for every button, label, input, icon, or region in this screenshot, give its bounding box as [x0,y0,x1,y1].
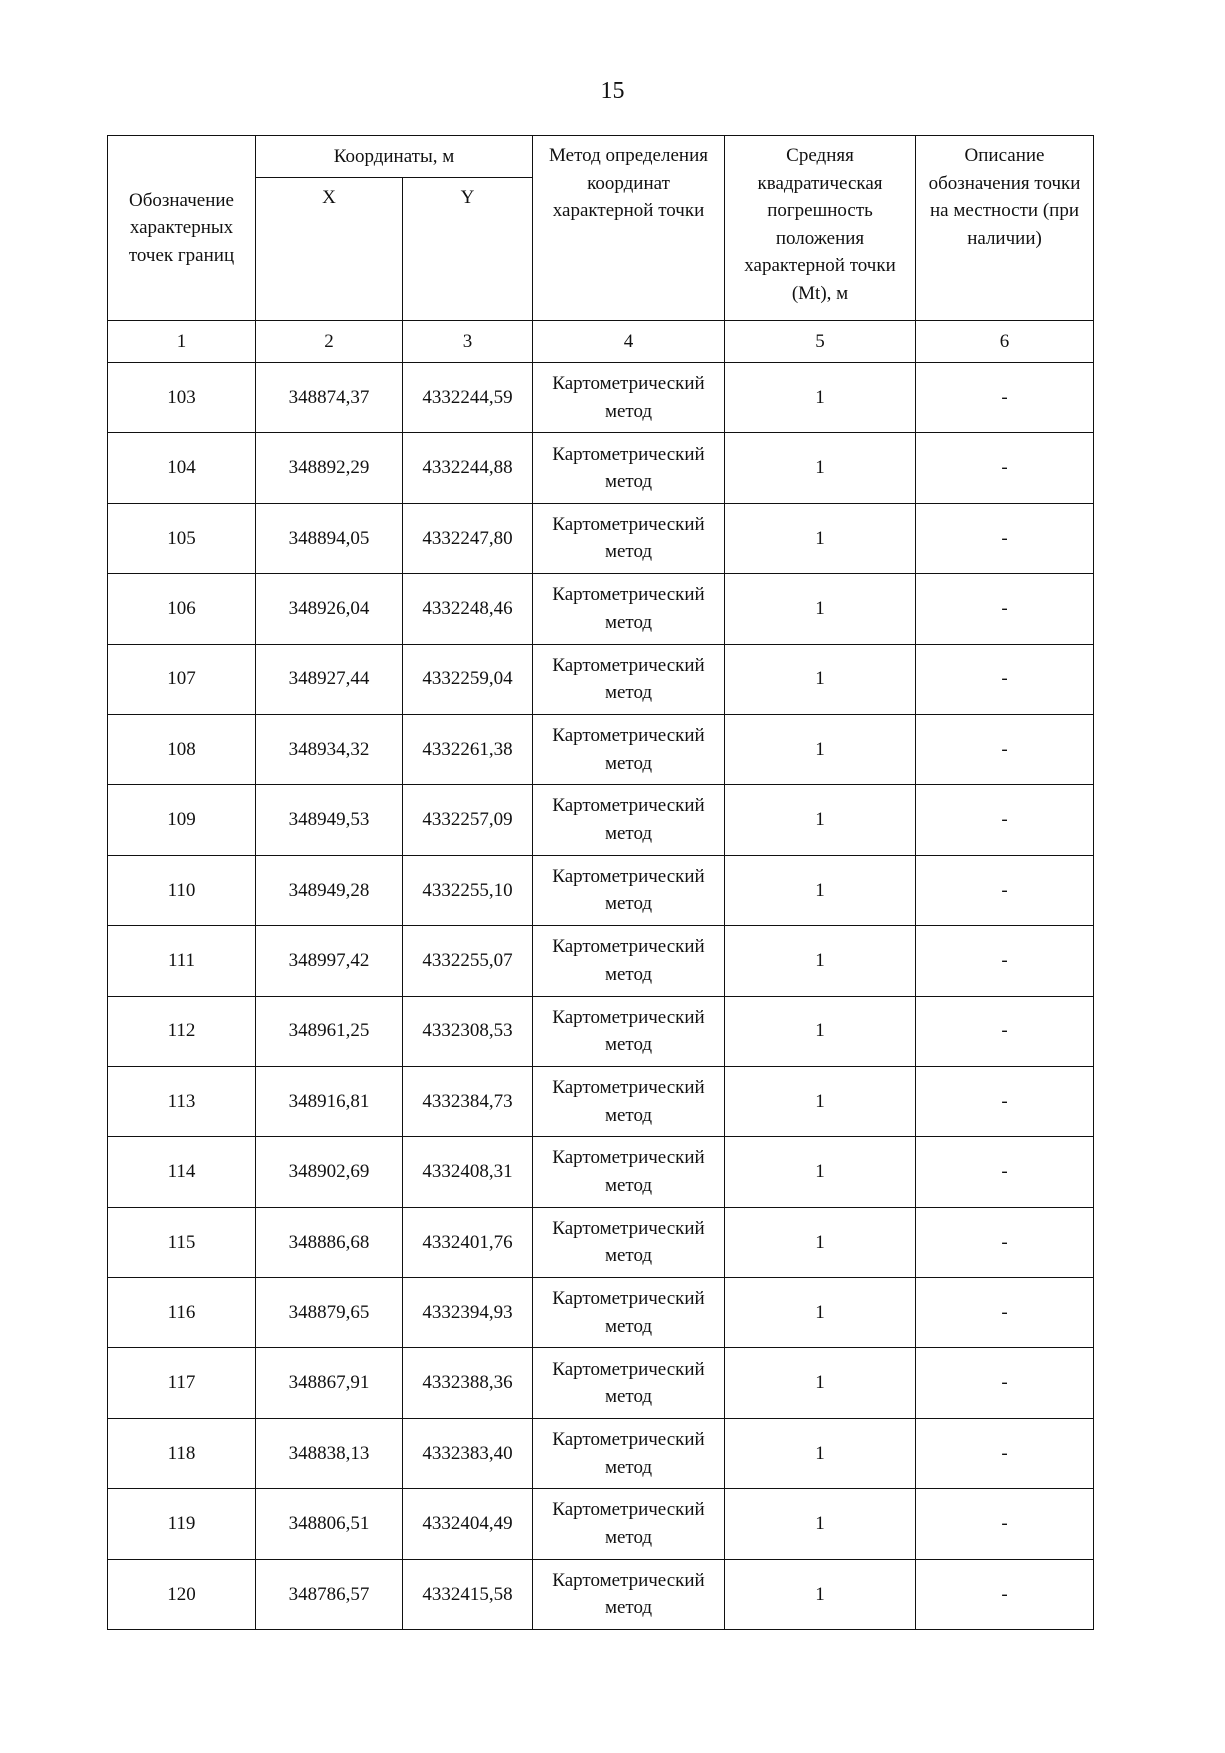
header-method [533,136,725,321]
point-designation-cell: 115 [108,1207,256,1277]
mean-error-cell: 1 [725,785,916,855]
x-coordinate-cell: 348997,42 [256,926,403,996]
point-designation-cell: 108 [108,714,256,784]
point-designation-cell: 113 [108,1066,256,1136]
column-number: 6 [916,321,1094,363]
x-coordinate-cell: 348786,57 [256,1559,403,1629]
y-coordinate-cell: 4332408,31 [403,1137,533,1207]
x-coordinate-cell: 348961,25 [256,996,403,1066]
method-cell: Картометрический метод [533,1489,725,1559]
y-coordinate-cell: 4332383,40 [403,1418,533,1488]
method-cell: Картометрический метод [533,644,725,714]
x-coordinate-cell: 348867,91 [256,1348,403,1418]
mean-error-cell: 1 [725,574,916,644]
method-cell: Картометрический метод [533,1066,725,1136]
x-coordinate-cell: 348902,69 [256,1137,403,1207]
x-coordinate-cell: 348894,05 [256,503,403,573]
method-cell: Картометрический метод [533,433,725,503]
x-coordinate-cell: 348916,81 [256,1066,403,1136]
column-number: 3 [403,321,533,363]
mean-error-cell: 1 [725,644,916,714]
header-coordinates-group: Координаты, м [256,136,533,178]
table-row [108,1207,1094,1277]
table-row [108,714,1094,784]
method-cell: Картометрический метод [533,926,725,996]
table-row [108,1418,1094,1488]
x-coordinate-cell: 348892,29 [256,433,403,503]
mean-error-cell: 1 [725,1348,916,1418]
x-coordinate-cell: 348949,28 [256,855,403,925]
header-y-label: Y [460,187,475,208]
y-coordinate-cell: 4332401,76 [403,1207,533,1277]
table-row [108,926,1094,996]
mean-error-cell: 1 [725,855,916,925]
table-row [108,433,1094,503]
x-coordinate-cell: 348879,65 [256,1278,403,1348]
method-cell: Картометрический метод [533,1278,725,1348]
point-designation-cell: 114 [108,1137,256,1207]
x-coordinate-cell: 348886,68 [256,1207,403,1277]
point-designation-cell: 119 [108,1489,256,1559]
point-designation-cell: 104 [108,433,256,503]
description-cell: - [916,503,1094,573]
point-designation-cell: 107 [108,644,256,714]
y-coordinate-cell: 4332259,04 [403,644,533,714]
mean-error-cell: 1 [725,433,916,503]
table-row [108,1348,1094,1418]
y-coordinate-cell: 4332388,36 [403,1348,533,1418]
method-cell: Картометрический метод [533,1348,725,1418]
table-row [108,996,1094,1066]
header-point-designation: Обозначение характерных точек границ [108,136,256,321]
method-cell: Картометрический метод [533,714,725,784]
mean-error-cell: 1 [725,363,916,433]
description-cell: - [916,574,1094,644]
mean-error-cell: 1 [725,1489,916,1559]
description-cell: - [916,1137,1094,1207]
x-coordinate-cell: 348927,44 [256,644,403,714]
description-cell: - [916,1348,1094,1418]
mean-error-cell: 1 [725,926,916,996]
x-coordinate-cell: 348838,13 [256,1418,403,1488]
header-x-label: X [322,187,336,208]
method-cell: Картометрический метод [533,1207,725,1277]
description-cell: - [916,926,1094,996]
table-body [108,363,1094,1630]
description-cell: - [916,1207,1094,1277]
point-designation-cell: 106 [108,574,256,644]
x-coordinate-cell: 348926,04 [256,574,403,644]
description-cell: - [916,433,1094,503]
point-designation-cell: 118 [108,1418,256,1488]
point-designation-cell: 117 [108,1348,256,1418]
y-coordinate-cell: 4332261,38 [403,714,533,784]
point-designation-cell: 105 [108,503,256,573]
point-designation-cell: 112 [108,996,256,1066]
column-number: 2 [256,321,403,363]
description-cell: - [916,855,1094,925]
x-coordinate-cell: 348806,51 [256,1489,403,1559]
method-cell: Картометрический метод [533,855,725,925]
description-cell: - [916,1066,1094,1136]
mean-error-cell: 1 [725,714,916,784]
table-row [108,503,1094,573]
column-number: 5 [725,321,916,363]
table-row [108,644,1094,714]
y-coordinate-cell: 4332244,59 [403,363,533,433]
description-cell: - [916,1278,1094,1348]
y-coordinate-cell: 4332394,93 [403,1278,533,1348]
mean-error-cell: 1 [725,1278,916,1348]
header-mean-error [725,136,916,321]
x-coordinate-cell: 348874,37 [256,363,403,433]
header-description [916,136,1094,321]
description-cell: - [916,1489,1094,1559]
point-designation-cell: 120 [108,1559,256,1629]
point-designation-cell: 110 [108,855,256,925]
description-cell: - [916,1418,1094,1488]
method-cell: Картометрический метод [533,996,725,1066]
header-method-label: Метод определения координат характерной точки [549,145,708,222]
method-cell: Картометрический метод [533,574,725,644]
y-coordinate-cell: 4332308,53 [403,996,533,1066]
method-cell: Картометрический метод [533,1137,725,1207]
coordinates-table [107,135,1094,1630]
mean-error-cell: 1 [725,1137,916,1207]
y-coordinate-cell: 4332248,46 [403,574,533,644]
mean-error-cell: 1 [725,1066,916,1136]
header-description-label: Описание обозначения точки на местности (при наличии) [928,145,1081,249]
y-coordinate-cell: 4332415,58 [403,1559,533,1629]
method-cell: Картометрический метод [533,785,725,855]
description-cell: - [916,1559,1094,1629]
table-row [108,1278,1094,1348]
mean-error-cell: 1 [725,1418,916,1488]
header-x [256,178,403,321]
point-designation-cell: 103 [108,363,256,433]
point-designation-cell: 109 [108,785,256,855]
table-row [108,1137,1094,1207]
y-coordinate-cell: 4332384,73 [403,1066,533,1136]
mean-error-cell: 1 [725,503,916,573]
table-row [108,855,1094,925]
table-row [108,1559,1094,1629]
table-row [108,1066,1094,1136]
y-coordinate-cell: 4332255,07 [403,926,533,996]
description-cell: - [916,714,1094,784]
method-cell: Картометрический метод [533,1418,725,1488]
description-cell: - [916,996,1094,1066]
description-cell: - [916,363,1094,433]
method-cell: Картометрический метод [533,363,725,433]
mean-error-cell: 1 [725,1559,916,1629]
point-designation-cell: 116 [108,1278,256,1348]
x-coordinate-cell: 348949,53 [256,785,403,855]
method-cell: Картометрический метод [533,1559,725,1629]
header-mean-error-label: Средняя квадратическая погрешность положения характерной точки (Mt), м [744,145,896,304]
header-y [403,178,533,321]
table-row [108,1489,1094,1559]
page-number: 15 [600,78,625,104]
table-row [108,363,1094,433]
mean-error-cell: 1 [725,996,916,1066]
y-coordinate-cell: 4332404,49 [403,1489,533,1559]
description-cell: - [916,785,1094,855]
mean-error-cell: 1 [725,1207,916,1277]
table-row [108,574,1094,644]
point-designation-cell: 111 [108,926,256,996]
y-coordinate-cell: 4332244,88 [403,433,533,503]
y-coordinate-cell: 4332257,09 [403,785,533,855]
x-coordinate-cell: 348934,32 [256,714,403,784]
y-coordinate-cell: 4332247,80 [403,503,533,573]
table-row [108,785,1094,855]
description-cell: - [916,644,1094,714]
column-number: 4 [533,321,725,363]
method-cell: Картометрический метод [533,503,725,573]
y-coordinate-cell: 4332255,10 [403,855,533,925]
column-number: 1 [108,321,256,363]
